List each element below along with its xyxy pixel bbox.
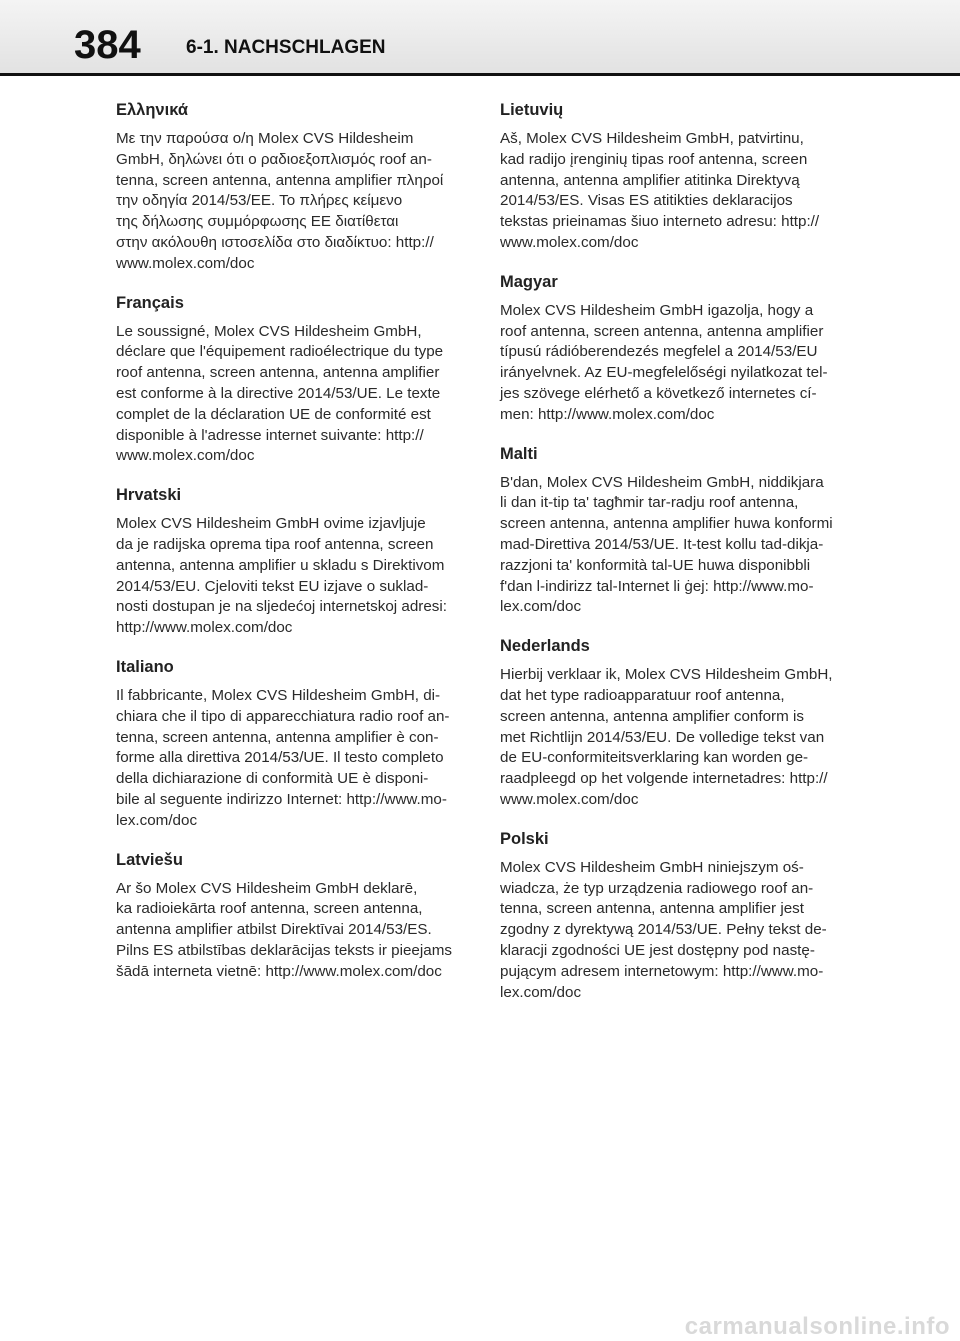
section-body: Με την παρούσα ο/η Molex CVS Hildesheim GmbH, δηλώνει ότι ο ραδιοεξοπλισμός roof an- tenna, screen antenna, antenna amplifier πληροί την οδηγία 2014/53/ΕΕ. Το πλήρες κείμενο της δήλωσης συμμόρφωσης ΕΕ διατίθεται στην ακόλουθη ιστοσελίδα στο διαδίκτυο: http:// www.molex.com/doc	[116, 130, 444, 272]
section-hungarian	[500, 272, 860, 426]
section-body: Molex CVS Hildesheim GmbH ovime izjavljuje da je radijska oprema tipa roof antenna, screen antenna, antenna amplifier u skladu s Direktivom 2014/53/EU. Cjeloviti tekst EU izjave o suklad- nosti dostupan je na sljedećoj internetskoj adresi: http://www.molex.com/doc	[116, 515, 447, 637]
section-italian	[116, 657, 476, 832]
left-column	[116, 100, 476, 1001]
page-number: 384	[74, 23, 141, 67]
header-rule	[0, 73, 960, 76]
section-maltese	[500, 444, 860, 619]
section-body: Ar šo Molex CVS Hildesheim GmbH deklarē, ka radioiekārta roof antenna, screen antenna, antenna amplifier atbilst Direktīvai 2014/53/ES. Pilns ES atbilstības deklarācijas teksts ir pieejams šādā interneta vietnē: http://www.molex.com/doc	[116, 879, 452, 980]
section-heading: Polski	[500, 829, 549, 848]
section-heading: Nederlands	[500, 637, 590, 656]
section-body: Molex CVS Hildesheim GmbH niniejszym oś- wiadcza, że typ urządzenia radiowego roof an- tenna, screen antenna, antenna amplifier jest zgodny z dyrektywą 2014/53/UE. Pełny tekst de- klaracji zgodności UE jest dostępny pod nastę- pującym adresem internetowym: http://www.mo- lex.com/doc	[500, 858, 827, 1001]
section-heading: Latviešu	[116, 850, 183, 869]
section-polish	[500, 829, 860, 1004]
right-column	[500, 100, 860, 1021]
section-heading: Lietuvių	[500, 101, 564, 119]
section-body: Il fabbricante, Molex CVS Hildesheim GmbH, di- chiara che il tipo di apparecchiatura radio roof an- tenna, screen antenna, antenna amplifier è con- forme alla direttiva 2014/53/UE. Il testo completo della dichiarazione di conformità UE è disponi- bile al seguente indirizzo Internet: http://www.mo- lex.com/doc	[116, 686, 450, 829]
section-heading: Magyar	[500, 272, 558, 291]
section-body: Hierbij verklaar ik, Molex CVS Hildesheim GmbH, dat het type radioapparatuur roof antenna, screen antenna, antenna amplifier conform is met Richtlijn 2014/53/EU. De volledige tekst van de EU-conformiteitsverklaring kan worden ge- raadpleegd op het volgende internetadres: http:// www.molex.com/doc	[500, 666, 833, 808]
section-body: B'dan, Molex CVS Hildesheim GmbH, niddikjara li dan it-tip ta' tagħmir tar-radju roof antenna, screen antenna, antenna amplifier huwa konformi mad-Direttiva 2014/53/UE. It-test kollu tad-dikja- razzjoni ta' konformità tal-UE huwa disponibbli f'dan l-indirizz tal-Internet li ġej: http://www.mo- lex.com/doc	[500, 473, 833, 616]
chapter-title: 6-1. NACHSCHLAGEN	[186, 37, 386, 58]
page-header	[0, 0, 960, 76]
section-body: Aš, Molex CVS Hildesheim GmbH, patvirtinu, kad radijo įrenginių tipas roof antenna, screen antenna, antenna amplifier atitinka Direktyvą 2014/53/ES. Visas ES atitikties deklaracijos tekstas prieinamas šiuo interneto adresu: http:// www.molex.com/doc	[500, 130, 820, 251]
header-background	[0, 0, 960, 73]
section-greek	[116, 100, 476, 275]
section-body: Molex CVS Hildesheim GmbH igazolja, hogy a roof antenna, screen antenna, antenna amplifier típusú rádióberendezés megfelel a 2014/53/EU irányelvnek. Az EU-megfelelőségi nyilatkozat tel- jes szövege elérhető a következő internetes cí- men: http://www.molex.com/doc	[500, 301, 828, 423]
section-heading: Malti	[500, 444, 538, 463]
section-croatian	[116, 485, 476, 639]
section-lithuanian	[500, 100, 860, 254]
section-body: Le soussigné, Molex CVS Hildesheim GmbH, déclare que l'équipement radioélectrique du type roof antenna, screen antenna, antenna amplifier est conforme à la directive 2014/53/UE. Le texte complet de la déclaration UE de conformité est disponible à l'adresse internet suivante: http:// www.molex.com/doc	[116, 322, 444, 465]
section-french	[116, 293, 476, 468]
section-latvian	[116, 850, 476, 983]
section-heading: Ελληνικά	[116, 101, 188, 119]
section-heading: Italiano	[116, 657, 174, 676]
section-heading: Français	[116, 293, 184, 312]
section-dutch	[500, 636, 860, 811]
watermark: carmanualsonline.info	[684, 1313, 950, 1340]
section-heading: Hrvatski	[116, 486, 182, 505]
